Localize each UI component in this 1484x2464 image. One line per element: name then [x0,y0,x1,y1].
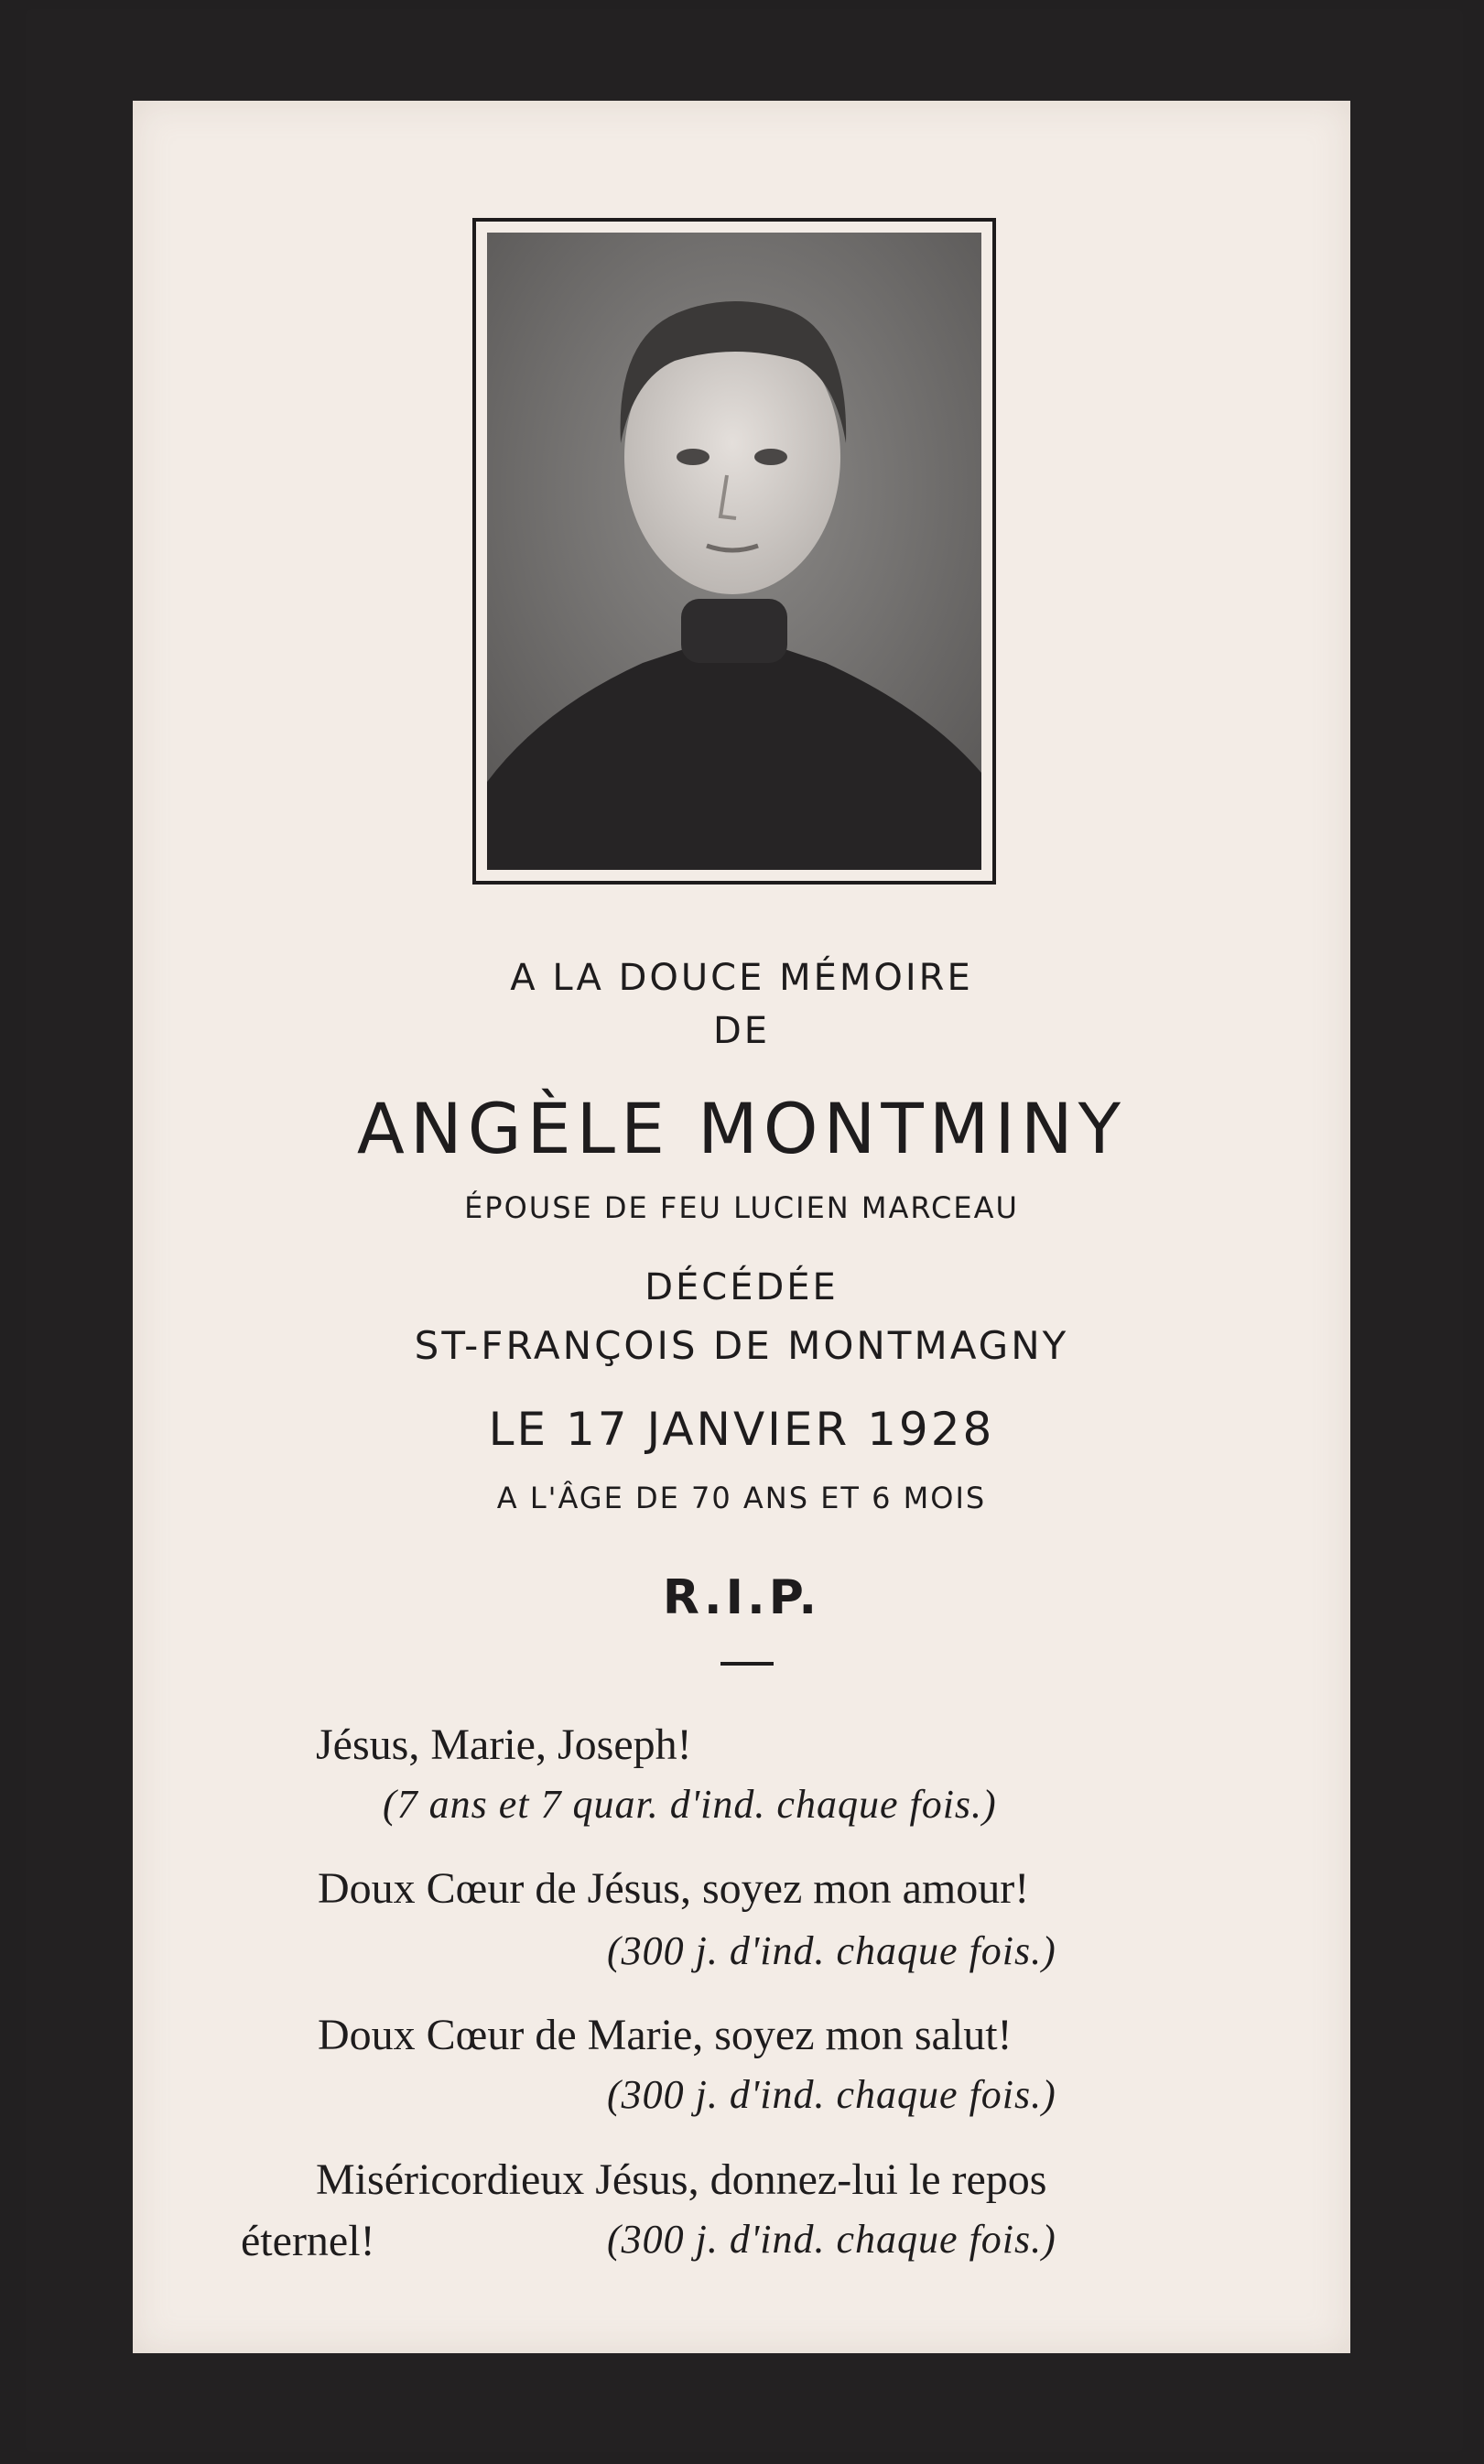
indulgence-note: (300 j. d'ind. chaque fois.) [607,2217,1056,2262]
prayer-line: Miséricordieux Jésus, donnez-lui le repos [316,2155,1047,2204]
death-place: ST-FRANÇOIS DE MONTMAGNY [414,1323,1069,1368]
age-at-death: A L'ÂGE DE 70 ANS ET 6 MOIS [496,1481,987,1515]
portrait-photo-icon [487,233,981,870]
memory-heading: A LA DOUCE MÉMOIRE [510,957,973,999]
indulgence-note: (300 j. d'ind. chaque fois.) [607,1928,1056,1973]
rip-text: R.I.P. [662,1570,821,1625]
memory-heading-de: DE [712,1010,771,1052]
prayer-line: Jésus, Marie, Joseph! [316,1720,692,1769]
divider [720,1662,774,1666]
deceased-status: DÉCÉDÉE [645,1266,839,1308]
prayer-line: Doux Cœur de Jésus, soyez mon amour! [318,1864,1030,1913]
portrait-frame [472,218,996,885]
memorial-card [133,101,1350,2353]
indulgence-note: (300 j. d'ind. chaque fois.) [607,2072,1056,2117]
death-date: LE 17 JANVIER 1928 [488,1403,995,1456]
deceased-name: ANGÈLE MONTMINY [356,1088,1127,1169]
spouse-line: ÉPOUSE DE FEU LUCIEN MARCEAU [464,1190,1019,1225]
indulgence-note: (7 ans et 7 quar. d'ind. chaque fois.) [383,1782,997,1827]
prayer-line: Doux Cœur de Marie, soyez mon salut! [318,2011,1013,2059]
prayer-line-continued: éternel! [241,2217,375,2265]
